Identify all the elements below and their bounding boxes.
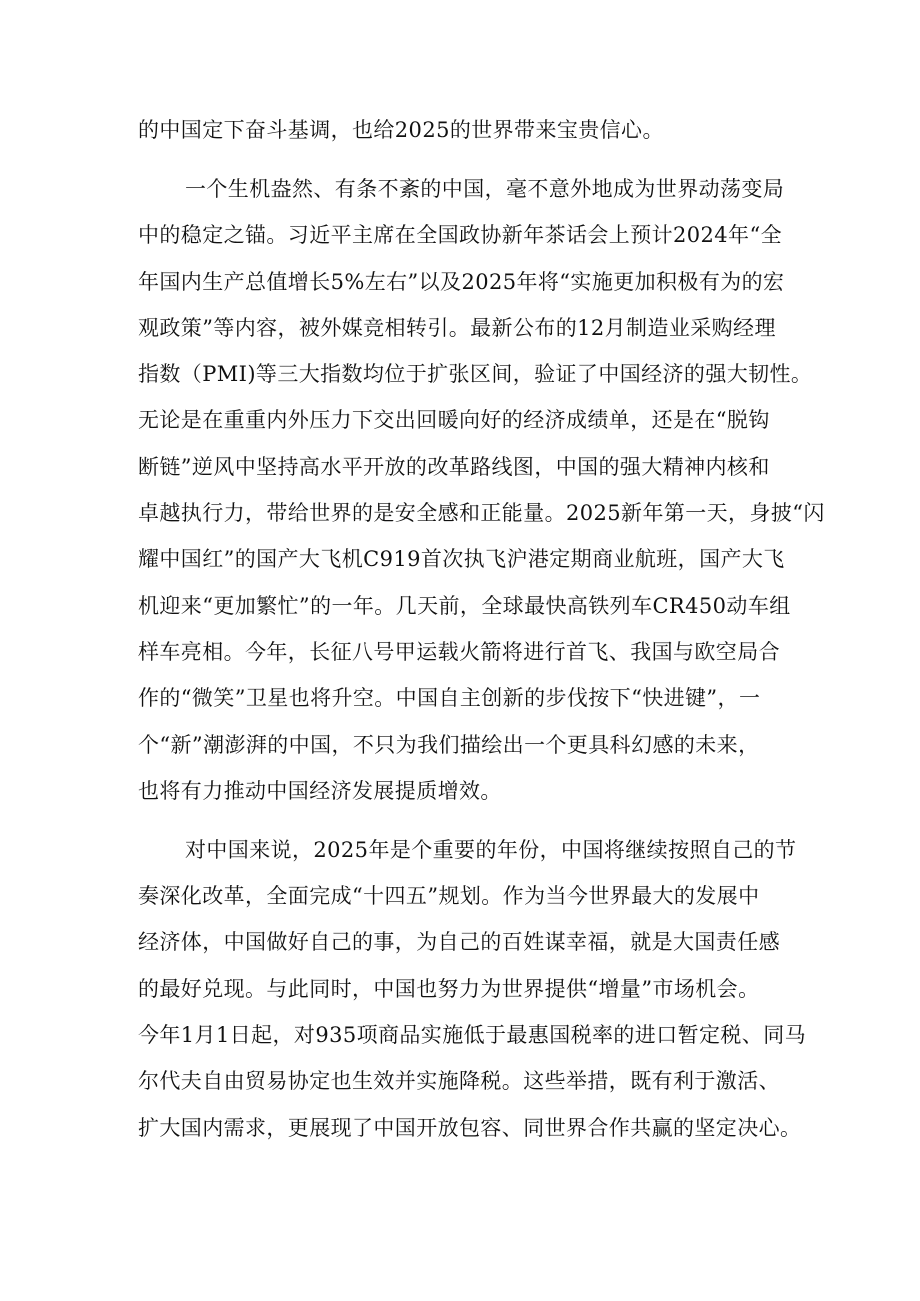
paragraph-2-line-14: 也将有力推动中国经济发展提质增效。: [138, 778, 502, 803]
paragraph-2-line-7: 断链”逆风中坚持高水平开放的改革路线图，中国的强大精神内核和: [138, 454, 770, 479]
paragraph-3-line-3: 经济体，中国做好自己的事，为自己的百姓谋幸福，就是大国责任感: [138, 930, 780, 955]
paragraph-3-line-7: 扩大国内需求，更展现了中国开放包容、同世界合作共赢的坚定决心。: [138, 1115, 802, 1140]
paragraph-2-line-12: 作的“微笑”卫星也将升空。中国自主创新的步伐按下“快进键”，一: [138, 686, 761, 711]
paragraph-3-line-2: 奏深化改革，全面完成“十四五”规划。作为当今世界最大的发展中: [138, 884, 760, 909]
paragraph-2-line-8: 卓越执行力，带给世界的是安全感和正能量。2025新年第一天，身披“闪: [138, 501, 825, 526]
paragraph-2-line-11: 样车亮相。今年，长征八号甲运载火箭将进行首飞、我国与欧空局合: [138, 639, 780, 664]
paragraph-2-line-6: 无论是在重重内外压力下交出回暖向好的经济成绩单，还是在“脱钩: [138, 408, 770, 433]
paragraph-2-line-3: 年国内生产总值增长5%左右”以及2025年将“实施更加积极有为的宏: [138, 269, 785, 294]
paragraph-2-line-5: 指数（PMI)等三大指数均位于扩张区间，验证了中国经济的强大韧性。: [138, 362, 813, 387]
paragraph-3-line-1: 对中国来说，2025年是个重要的年份，中国将继续按照自己的节: [185, 837, 797, 862]
paragraph-2-line-2: 中的稳定之锚。习近平主席在全国政协新年茶话会上预计2024年“全: [138, 223, 782, 248]
paragraph-3-line-5: 今年1月1日起，对935项商品实施低于最惠国税率的进口暂定税、同马: [138, 1023, 807, 1048]
paragraph-2-line-9: 耀中国红”的国产大飞机C919首次执飞沪港定期商业航班，国产大飞: [138, 547, 785, 572]
paragraph-3-line-4: 的最好兑现。与此同时，中国也努力为世界提供“增量”市场机会。: [138, 976, 760, 1001]
document-body: [138, 112, 828, 1169]
paragraph-1-line-1: 的中国定下奋斗基调，也给2025的世界带来宝贵信心。: [138, 118, 664, 142]
paragraph-2-line-10: 机迎来“更加繁忙”的一年。几天前，全球最快高铁列车CR450动车组: [138, 593, 791, 618]
paragraph-2-line-13: 个“新”潮澎湃的中国，不只为我们描绘出一个更具科幻感的未来，: [138, 732, 760, 757]
paragraph-2-line-1: 一个生机盎然、有条不紊的中国，毫不意外地成为世界动荡变局: [185, 177, 785, 201]
paragraph-3-line-6: 尔代夫自由贸易协定也生效并实施降税。这些举措，既有利于激活、: [138, 1069, 780, 1094]
paragraph-2-line-4: 观政策”等内容，被外媒竞相转引。最新公布的12月制造业采购经理: [138, 315, 776, 340]
